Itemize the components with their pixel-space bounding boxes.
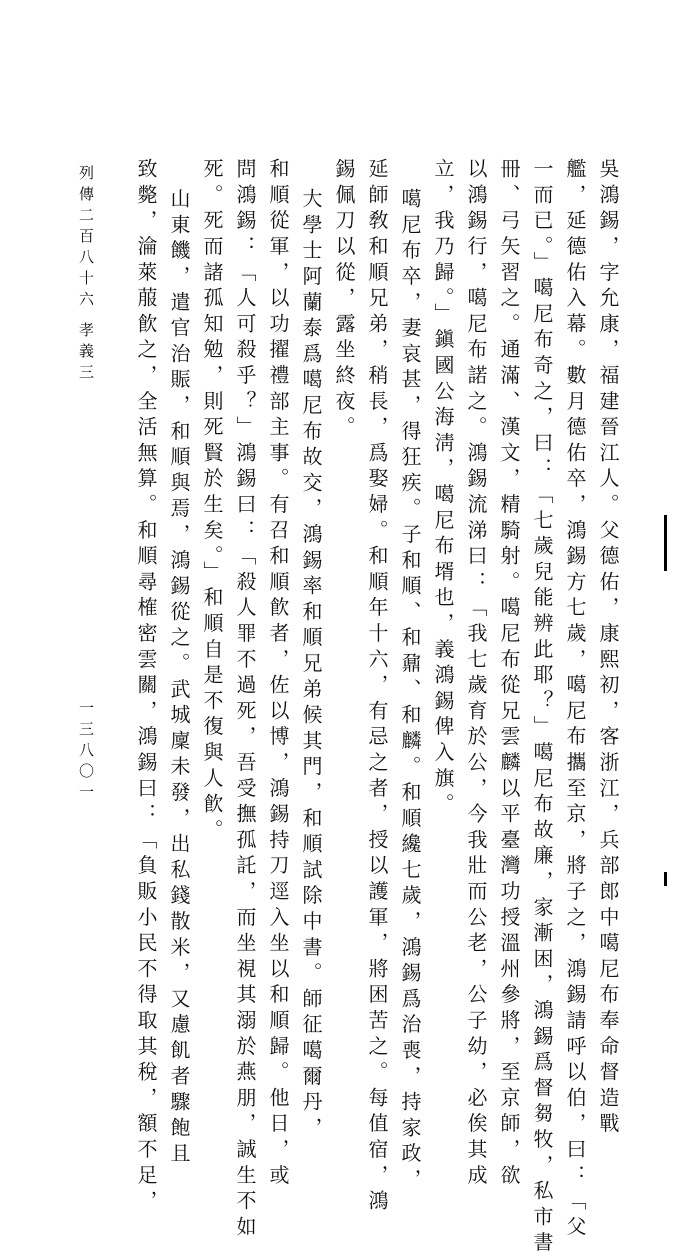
text-column-5: 以鴻錫行，噶尼布諾之。鴻錫流涕曰：「我七歲育於公，今我壯而公老，公子幼，必俟其成 [464, 158, 488, 1190]
text-column-11: 和順從軍，以功擢禮部主事。有召和順飮者，佐以博，鴻錫持刀逕入坐以和順歸。他日，或 [266, 158, 290, 1190]
section-header: 孝義三 [77, 322, 95, 385]
text-column-2: 艦，延德佑入幕。數月德佑卒，鴻錫方七歲，噶尼布攜至京，將子之，鴻錫請呼以伯，曰：「父 [563, 158, 587, 1242]
text-column-12: 問鴻錫：「人可殺乎？」鴻錫曰：「殺人罪不過死，吾受撫孤託，而坐視其溺於燕朋，誠生不如 [233, 158, 257, 1242]
text-column-6: 立，我乃歸。」鎭國公海淸，噶尼布壻也，義鴻錫俾入旗。 [431, 158, 455, 819]
text-column-10: 大學士阿蘭泰爲噶尼布故交，鴻錫率和順兄弟候其門，和順試除中書。師征噶爾丹， [299, 188, 323, 1143]
text-column-13: 死。死而諸孤知勉，則死賢於生矣。」和順自是不復與人飮。 [200, 158, 224, 845]
text-column-3: 一而已。」噶尼布奇之，曰：「七歲兒能辨此耶？」噶尼布故廉，家漸困，鴻錫爲督芻牧，私市書 [530, 158, 554, 1257]
chapter-header: 列傳二百八十六 [77, 165, 95, 312]
text-column-7: 噶尼布卒，妻哀甚，得狂疾。子和順、和鼐、和麟。和順纔七歲，鴻錫爲治喪，持家政， [398, 188, 422, 1195]
text-column-9: 錫佩刀以從，露坐終夜。 [332, 158, 356, 442]
text-column-1: 吳鴻錫，字允康，福建晉江人。父德佑，康熙初，客浙江，兵部郎中噶尼布奉命督造戰 [596, 158, 620, 1139]
text-column-14: 山東饑，遣官治賑，和順與焉，鴻錫從之。武城廩未發，出私錢散米，又慮飢者驟飽且 [167, 188, 191, 1169]
text-column-8: 延師敎和順兄弟，稍長，爲娶婦。和順年十六，有忌之者，授以護軍，將困苦之。每值宿，鴻 [365, 158, 389, 1216]
text-column-4: 冊、弓矢習之。通滿、漢文，精騎射。噶尼布從兄雲麟以平臺灣功授溫州參將，至京師，欲 [497, 158, 521, 1190]
scan-edge-mark [664, 872, 667, 886]
page-number: 一三八〇一 [77, 700, 95, 805]
text-column-15: 致斃，淪萊菔飮之，全活無算。和順尋榷密雲關，鴻錫曰：「負販小民不得取其稅，額不足， [134, 158, 158, 1216]
scan-edge-mark [664, 515, 667, 571]
